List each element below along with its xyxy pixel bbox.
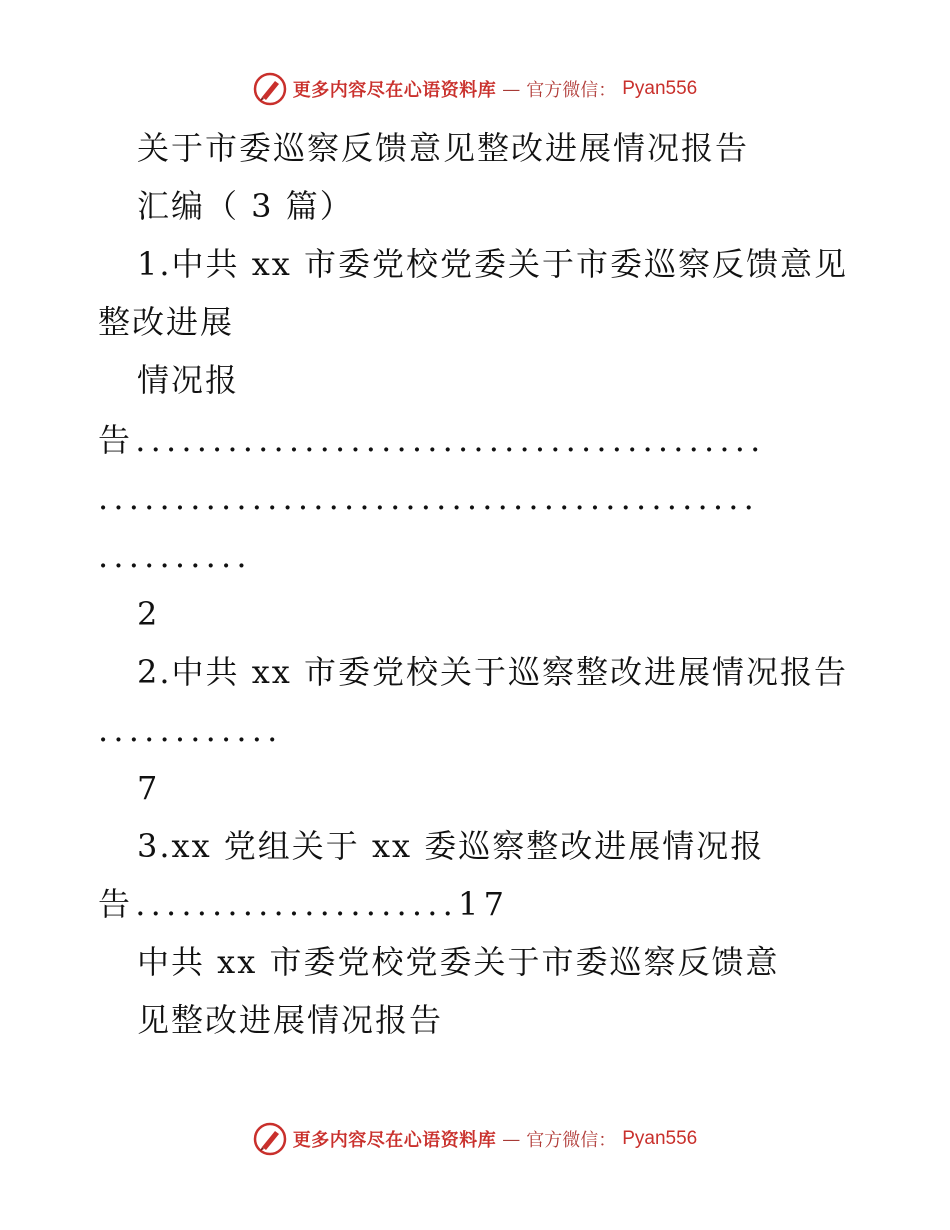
- toc-entry-1-line-1: 1.中共 xx 市委党校党委关于市委巡察反馈意见: [137, 245, 848, 283]
- toc-entry-1-page: 2: [137, 595, 160, 633]
- watermark-id: Pyan556: [622, 78, 698, 99]
- toc-entry-3-line-1: 3.xx 党组关于 xx 委巡察整改进展情况报: [137, 827, 765, 865]
- toc-entry-1-leader-2: ...........................................: [98, 479, 759, 517]
- section-heading-line-1: 中共 xx 市委党校党委关于市委巡察反馈意: [137, 943, 780, 981]
- toc-entry-2-page: 7: [137, 769, 160, 807]
- watermark-label: 官方微信：: [526, 80, 617, 101]
- toc-entry-3-line-2: 告.....................17: [98, 885, 510, 923]
- watermark-header: [0, 72, 950, 106]
- watermark-separator: —: [502, 1128, 521, 1150]
- watermark-label: 官方微信：: [526, 1130, 617, 1151]
- watermark-id: Pyan556: [622, 1128, 698, 1149]
- document-title-line-2: 汇编（ 3 篇）: [137, 187, 354, 225]
- pen-logo-icon: [253, 1122, 287, 1156]
- toc-entry-1-line-2: 整改进展: [98, 303, 235, 341]
- watermark-brand: 更多内容尽在心语资料库: [292, 1130, 497, 1151]
- toc-entry-2-line-1: 2.中共 xx 市委党校关于巡察整改进展情况报告: [137, 653, 848, 691]
- toc-entry-2-leader: ............: [98, 711, 283, 749]
- document-title-line-1: 关于市委巡察反馈意见整改进展情况报告: [137, 129, 750, 167]
- toc-entry-1-line-3: 情况报: [137, 361, 240, 399]
- section-heading-line-2: 见整改进展情况报告: [137, 1001, 444, 1039]
- watermark-separator: —: [502, 78, 521, 100]
- toc-entry-1-leader-1: 告.........................................: [98, 421, 766, 459]
- watermark-footer: [0, 1122, 950, 1156]
- pen-logo-icon: [253, 72, 287, 106]
- toc-entry-1-leader-3: ..........: [98, 537, 252, 575]
- watermark-brand: 更多内容尽在心语资料库: [292, 80, 497, 101]
